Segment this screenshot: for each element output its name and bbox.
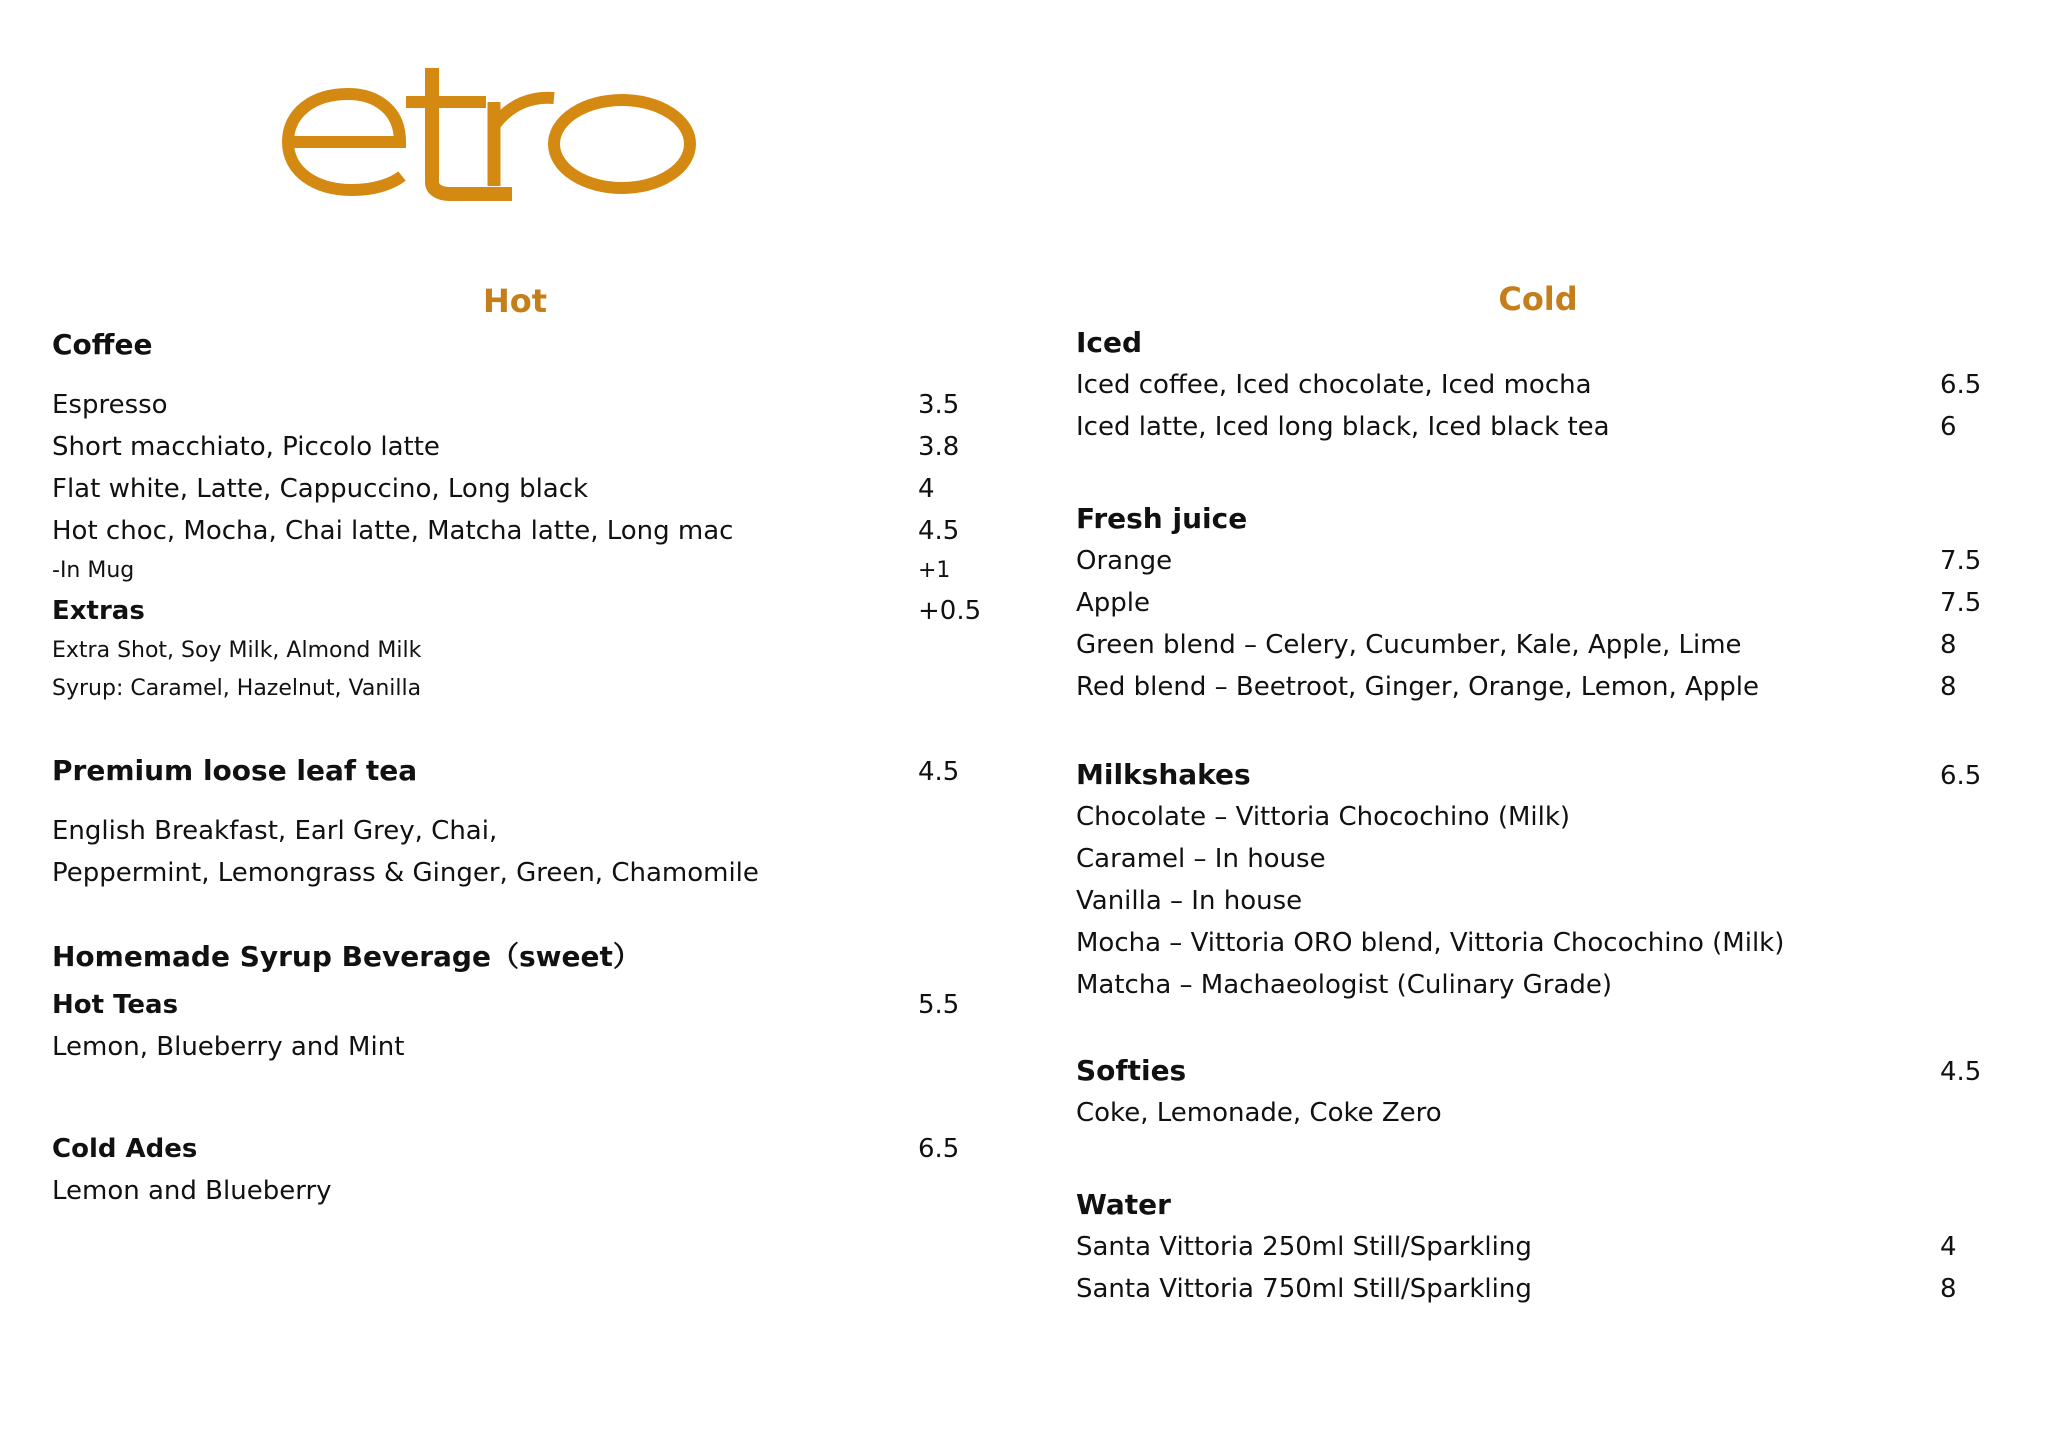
- milkshakes-heading: [1076, 754, 2000, 796]
- hot-teas-heading: [52, 984, 978, 1026]
- water-heading-label: Water: [1076, 1188, 1171, 1221]
- menu-item: [52, 384, 978, 426]
- menu-item: [1076, 364, 2000, 406]
- milkshake-line: [1076, 964, 2000, 1006]
- cold-title: Cold: [1498, 280, 1578, 318]
- milkshake-line: [1076, 880, 2000, 922]
- item-price: 4: [918, 474, 935, 504]
- hot-teas-line-text: Lemon, Blueberry and Mint: [52, 1032, 405, 1062]
- iced-heading-label: Iced: [1076, 326, 1143, 359]
- tea-line-text: Peppermint, Lemongrass & Ginger, Green, Chamomile: [52, 858, 759, 888]
- item-name: Short macchiato, Piccolo latte: [52, 432, 440, 462]
- menu-item: [1076, 624, 2000, 666]
- milkshake-line: [1076, 796, 2000, 838]
- menu-item: [52, 510, 978, 552]
- cold-ades-heading: [52, 1128, 978, 1170]
- tea-price: 4.5: [918, 757, 960, 787]
- item-price: 4.5: [918, 516, 960, 546]
- item-price: 3.5: [918, 390, 960, 420]
- mug-option: [52, 552, 978, 590]
- extras-line-text: Syrup: Caramel, Hazelnut, Vanilla: [52, 676, 422, 701]
- hot-title: Hot: [482, 282, 548, 320]
- milkshake-line-text: Vanilla – In house: [1076, 886, 1303, 916]
- menu-item: [1076, 666, 2000, 708]
- item-price: 8: [1940, 1274, 1957, 1304]
- menu-item: [1076, 540, 2000, 582]
- softies-heading: [1076, 1050, 2000, 1092]
- coffee-heading-label: Coffee: [52, 328, 153, 361]
- extras-heading: [52, 590, 982, 632]
- cold-ades-line-text: Lemon and Blueberry: [52, 1176, 332, 1206]
- item-name: Santa Vittoria 750ml Still/Sparkling: [1076, 1274, 1532, 1304]
- etro-logo-wordmark: [282, 60, 702, 210]
- item-name: Santa Vittoria 250ml Still/Sparkling: [1076, 1232, 1532, 1262]
- juice-heading-label: Fresh juice: [1076, 502, 1248, 535]
- item-name: Iced latte, Iced long black, Iced black tea: [1076, 412, 1610, 442]
- tea-heading-label: Premium loose leaf tea: [52, 754, 418, 787]
- milkshake-line-text: Caramel – In house: [1076, 844, 1326, 874]
- cold-ades-label: Cold Ades: [52, 1134, 198, 1164]
- item-name: Apple: [1076, 588, 1151, 618]
- menu-item: [1076, 1268, 2000, 1310]
- extras-price: +0.5: [918, 596, 982, 626]
- hot-teas-label: Hot Teas: [52, 990, 179, 1020]
- item-name: Red blend – Beetroot, Ginger, Orange, Lemon, Apple: [1076, 672, 1760, 702]
- cold-ades-price: 6.5: [918, 1134, 960, 1164]
- item-name: Green blend – Celery, Cucumber, Kale, Apple, Lime: [1076, 630, 1742, 660]
- cold-ades-line: [52, 1170, 978, 1212]
- cold-column: [1076, 276, 2000, 1310]
- extras-line-text: Extra Shot, Soy Milk, Almond Milk: [52, 638, 422, 663]
- item-name: Iced coffee, Iced chocolate, Iced mocha: [1076, 370, 1592, 400]
- milkshakes-heading-label: Milkshakes: [1076, 758, 1251, 791]
- juice-heading: [1076, 498, 2000, 540]
- tea-line-text: English Breakfast, Earl Grey, Chai,: [52, 816, 498, 846]
- item-price: 6.5: [1940, 370, 1982, 400]
- item-name: Espresso: [52, 390, 168, 420]
- extras-line: [52, 670, 978, 708]
- extras-line: [52, 632, 978, 670]
- tea-line: [52, 852, 978, 894]
- item-price: 4: [1940, 1232, 1957, 1262]
- syrup-heading-label: Homemade Syrup Beverage（sweet）: [52, 940, 641, 973]
- milkshake-line-text: Mocha – Vittoria ORO blend, Vittoria Chocochino (Milk): [1076, 928, 1785, 958]
- mug-label: -In Mug: [52, 558, 135, 583]
- item-name: Hot choc, Mocha, Chai latte, Matcha latte, Long mac: [52, 516, 734, 546]
- item-name: Flat white, Latte, Cappuccino, Long black: [52, 474, 589, 504]
- menu-item: [1076, 582, 2000, 624]
- hot-column: [52, 278, 982, 1212]
- milkshake-line-text: Chocolate – Vittoria Chocochino (Milk): [1076, 802, 1571, 832]
- item-price: 8: [1940, 630, 1957, 660]
- item-price: 6: [1940, 412, 1957, 442]
- menu-item: [52, 468, 978, 510]
- etro-logo: [282, 60, 702, 210]
- coffee-heading: [52, 324, 978, 366]
- menu-item: [1076, 406, 2000, 448]
- item-price: 8: [1940, 672, 1957, 702]
- tea-heading: [52, 750, 978, 792]
- tea-line: [52, 810, 978, 852]
- softies-line-text: Coke, Lemonade, Coke Zero: [1076, 1098, 1442, 1128]
- milkshakes-price: 6.5: [1940, 761, 1982, 791]
- menu-item: [52, 426, 978, 468]
- milkshake-line-text: Matcha – Machaeologist (Culinary Grade): [1076, 970, 1613, 1000]
- softies-heading-label: Softies: [1076, 1054, 1187, 1087]
- item-price: 7.5: [1940, 546, 1982, 576]
- item-price: 7.5: [1940, 588, 1982, 618]
- water-heading: [1076, 1184, 2000, 1226]
- extras-label: Extras: [52, 596, 145, 626]
- menu-item: [1076, 1226, 2000, 1268]
- milkshake-line: [1076, 838, 2000, 880]
- milkshake-line: [1076, 922, 2000, 964]
- softies-line: [1076, 1092, 2000, 1134]
- syrup-heading: [52, 936, 978, 978]
- softies-price: 4.5: [1940, 1057, 1982, 1087]
- hot-teas-price: 5.5: [918, 990, 960, 1020]
- item-price: 3.8: [918, 432, 960, 462]
- mug-price: +1: [918, 558, 951, 583]
- item-name: Orange: [1076, 546, 1173, 576]
- hot-teas-line: [52, 1026, 978, 1068]
- iced-heading: [1076, 322, 2000, 364]
